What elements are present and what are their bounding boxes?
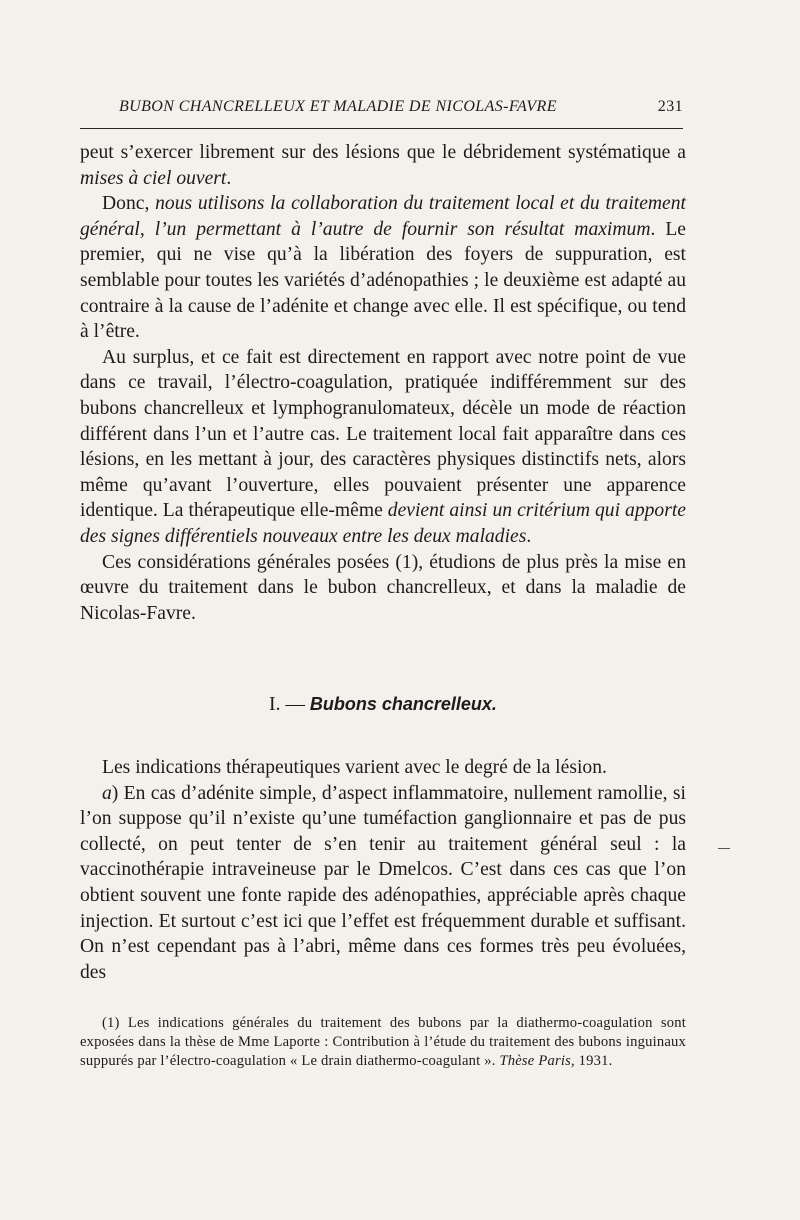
margin-mark	[718, 848, 730, 849]
text-run: Les indications thérapeutiques varient avec le degré de la lésion.	[102, 757, 607, 778]
section-title: Bubons chancrelleux.	[309, 694, 497, 714]
paragraph	[80, 755, 686, 781]
italic-run: devient ainsi un critérium qui apporte des signes différentiels nouveaux entre les deux maladies	[80, 500, 686, 547]
text-run: .	[526, 525, 532, 547]
footnote	[80, 1014, 686, 1071]
text-run: ) En cas d’adénite simple, d’aspect inflammatoire, nullement ramollie, si l’on suppose qu’il n’existe qu’une tuméfaction ganglionnaire et pas de pus collecté, on peut tenter de s’en tenir au traitement général seul : la vaccinothérapie intraveineuse par le Dmelcos. C’est dans ces cas que l’on obtient souvent une fonte rapide des adénopathies, appréciable après chaque injection. Et surtout c’est ici que l’effet est fréquemment durable et suffisant. On n’est cependant pas à l’abri, même dans ces formes très peu évoluées, des	[80, 782, 686, 983]
text-run: . Le premier, qui ne vise qu’à la libération des foyers de suppuration, est semblable pour toutes les variétés d’adénopathies ; le deuxième est adapté au contraire à la cause de l’adénite et change avec elle. Il est spécifique, ou tend à l’être.	[80, 218, 687, 343]
paragraph	[80, 140, 686, 191]
header-rule	[80, 128, 683, 129]
italic-run: mises à ciel ouvert	[80, 167, 227, 189]
paragraph	[80, 191, 686, 345]
paragraph	[80, 550, 686, 627]
italic-run: Thèse Paris	[499, 1053, 571, 1069]
text-run: (1) Les indications générales du traitement des bubons par la diathermo-coagulation sont exposées dans la thèse de Mme Laporte : Contribution à l’étude du traitement des bubons inguinaux suppurés par l’électro-coagulation « Le drain diathermo-coagulant ».	[80, 1015, 686, 1069]
paragraph	[80, 781, 686, 986]
text-run: Ces considérations générales posées (1), étudions de plus près la mise en œuvre du traitement dans le bubon chancrelleux, et dans la maladie de Nicolas-Favre.	[80, 551, 686, 624]
running-title: BUBON CHANCRELLEUX ET MALADIE DE NICOLAS-FAVRE	[119, 98, 557, 115]
italic-run: nous utilisons la collaboration du traitement local et du traitement général, l’un permettant à l’autre de fournir son résultat maximum	[80, 193, 686, 240]
text-run: .	[226, 167, 232, 189]
text-run: Au surplus, et ce fait est directement en rapport avec notre point de vue dans ce travail, l’électro-coagulation, pratiquée indifféremment sur des bubons chancrelleux et lymphogranulomateux, décèle un mode de réaction différent dans l’un et l’autre cas. Le traitement local fait apparaître dans ces lésions, en les mettant à jour, des caractères physiques distinctifs nets, alors même qu’avant l’ouverture, elles pouvaient présenter une apparence identique. La thérapeutique elle-même	[80, 346, 686, 522]
section-number: I. —	[269, 694, 305, 715]
paragraph	[80, 345, 686, 550]
italic-run: a	[102, 782, 112, 804]
body-text	[80, 140, 686, 626]
page-number: 231	[657, 98, 683, 115]
section-heading	[80, 691, 686, 718]
text-run: , 1931.	[570, 1053, 613, 1069]
text-run: Donc,	[102, 193, 156, 215]
text-run: peut s’exercer librement sur des lésions que le débridement systématique a	[80, 142, 686, 163]
body-text-continued	[80, 755, 686, 985]
footnote-text	[80, 1014, 686, 1071]
